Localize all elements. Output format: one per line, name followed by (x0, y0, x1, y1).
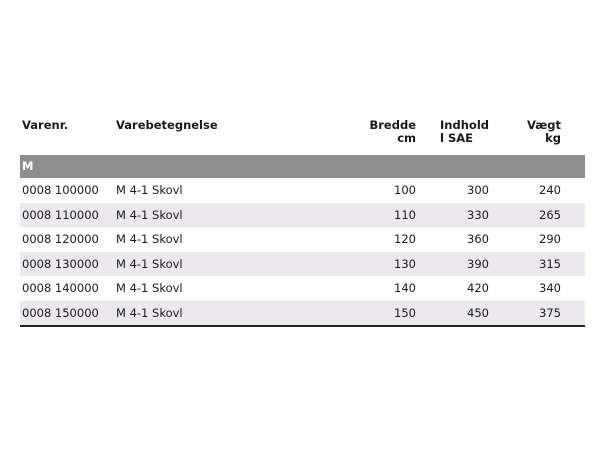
cell-bredde: 150 (394, 305, 416, 320)
cell-vaegt: 265 (539, 207, 561, 222)
header-vaegt-label: Vægt (526, 118, 561, 132)
table-row (20, 178, 585, 203)
cell-varenr: 0008 110000 (22, 207, 99, 222)
cell-varenr: 0008 120000 (22, 232, 99, 246)
header-varenr: Varenr. (22, 118, 69, 132)
cell-bredde: 100 (394, 183, 416, 197)
cell-varenr: 0008 130000 (22, 256, 99, 271)
table-row (20, 276, 585, 301)
cell-varebetegnelse: M 4-1 Skovl (116, 256, 183, 271)
cell-indhold: 390 (467, 256, 489, 271)
table-bottom-rule (20, 325, 585, 327)
group-header: M (20, 155, 585, 178)
cell-indhold: 420 (467, 281, 489, 295)
header-indhold (440, 119, 489, 145)
cell-bredde: 120 (394, 232, 416, 246)
cell-varenr: 0008 150000 (22, 305, 99, 320)
cell-indhold: 450 (467, 305, 489, 320)
header-indhold-label: Indhold (440, 118, 489, 132)
cell-indhold: 300 (467, 183, 489, 197)
table-row (20, 301, 585, 326)
cell-vaegt: 315 (539, 256, 561, 271)
cell-varebetegnelse: M 4-1 Skovl (116, 305, 183, 320)
cell-bredde: 130 (394, 256, 416, 271)
cell-varenr: 0008 100000 (22, 183, 99, 197)
cell-vaegt: 340 (539, 281, 561, 295)
cell-varebetegnelse: M 4-1 Skovl (116, 183, 183, 197)
header-bredde-unit: cm (397, 131, 416, 145)
cell-varebetegnelse: M 4-1 Skovl (116, 207, 183, 222)
cell-vaegt: 240 (539, 183, 561, 197)
header-bredde-label: Bredde (369, 118, 416, 132)
table-row (20, 203, 585, 228)
cell-indhold: 330 (467, 207, 489, 222)
cell-varebetegnelse: M 4-1 Skovl (116, 281, 183, 295)
cell-vaegt: 290 (539, 232, 561, 246)
cell-bredde: 110 (394, 207, 416, 222)
cell-varebetegnelse: M 4-1 Skovl (116, 232, 183, 246)
cell-bredde: 140 (394, 281, 416, 295)
table-row (20, 252, 585, 277)
header-vaegt (527, 119, 561, 145)
header-indhold-unit: l SAE (440, 131, 474, 145)
table-body (20, 178, 585, 325)
product-table (20, 119, 585, 327)
header-varebetegnelse: Varebetegnelse (116, 118, 218, 132)
table-row (20, 227, 585, 252)
cell-varenr: 0008 140000 (22, 281, 99, 295)
header-vaegt-unit: kg (545, 131, 561, 145)
cell-vaegt: 375 (539, 305, 561, 320)
cell-indhold: 360 (467, 232, 489, 246)
header-bredde (370, 119, 417, 145)
table-header (20, 119, 585, 155)
